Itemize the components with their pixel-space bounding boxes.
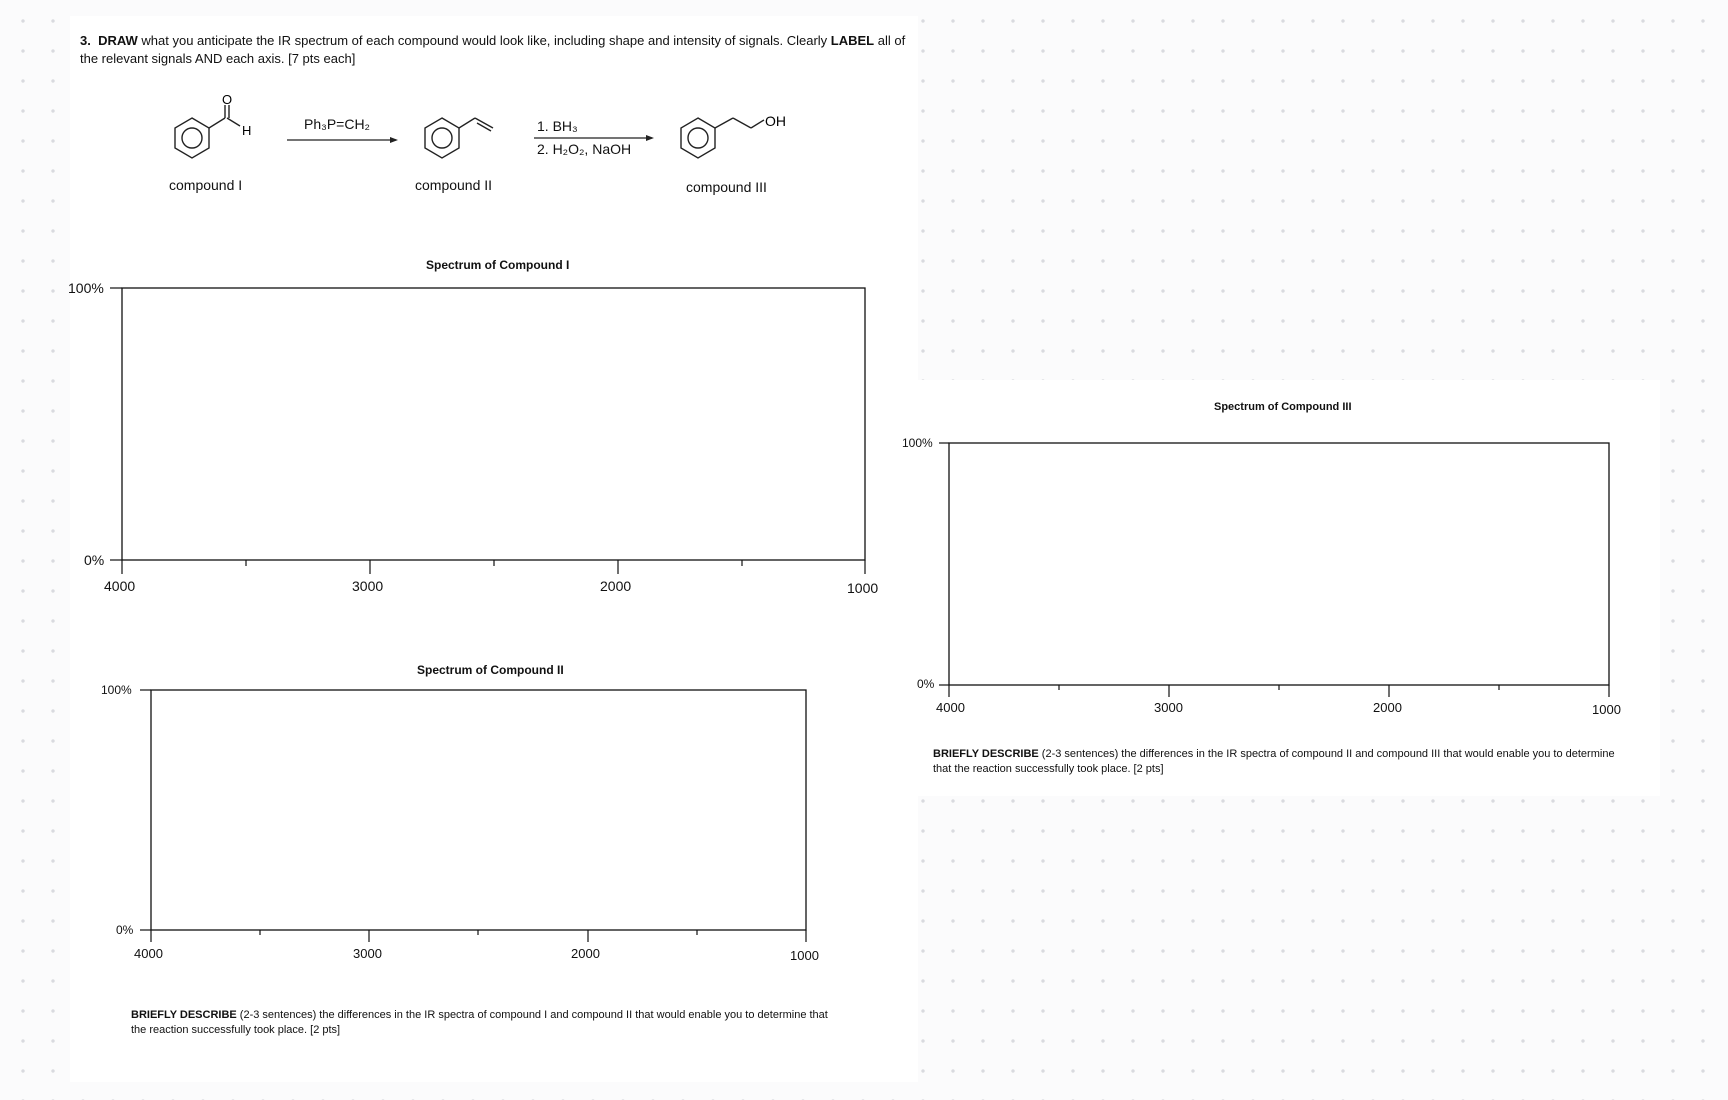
spectrum-1-x-tick-3000: 3000 bbox=[352, 578, 384, 594]
spectrum-1-y-bottom: 0% bbox=[84, 552, 105, 568]
reaction-arrow-2-head bbox=[646, 135, 654, 141]
spectrum-1-x-tick-4000: 4000 bbox=[104, 578, 136, 594]
spectrum-2-x-tick-1000: 1000 bbox=[790, 948, 819, 963]
spectrum-2-x-tick-4000: 4000 bbox=[134, 946, 163, 961]
describe-question-1-2 bbox=[131, 1008, 831, 1038]
spectrum-3-title: Spectrum of Compound III bbox=[1214, 401, 1352, 413]
spectrum-3-plot-area[interactable] bbox=[935, 437, 1635, 697]
describe-question-2-3 bbox=[933, 747, 1633, 777]
spectrum-2-plot-area[interactable] bbox=[130, 684, 830, 964]
spectrum-1-title: Spectrum of Compound I bbox=[426, 258, 570, 272]
spectrum-3-y-bottom: 0% bbox=[917, 677, 935, 691]
reaction-arrow-1-head bbox=[390, 137, 398, 143]
spectrum-2-x-tick-3000: 3000 bbox=[353, 946, 382, 961]
compound-3-label: compound III bbox=[686, 179, 767, 195]
reagent-wittig: Ph₃P=CH₂ bbox=[304, 116, 370, 132]
compound-3-structure bbox=[681, 118, 764, 158]
compound-2-structure bbox=[425, 118, 493, 158]
question-body-a: what you anticipate the IR spectrum of each compound would look like, including shape and intensity of signals. Clearly bbox=[137, 33, 831, 48]
spectrum-3-x-tick-3000: 3000 bbox=[1154, 700, 1183, 715]
spectrum-3-y-top: 100% bbox=[902, 436, 933, 450]
question-number: 3. bbox=[80, 33, 91, 48]
label-keyword: LABEL bbox=[830, 33, 875, 48]
question-text bbox=[80, 32, 920, 68]
describe-1-lead: BRIEFLY DESCRIBE bbox=[131, 1009, 237, 1021]
spectrum-1-x-tick-1000: 1000 bbox=[847, 580, 879, 596]
compound-2-label: compound II bbox=[415, 177, 493, 193]
compound-1-label: compound I bbox=[169, 177, 243, 193]
describe-2-text: (2-3 sentences) the differences in the IR spectra of compound II and compound III that would enable you to determine that the reaction successfully took place. [2 pts] bbox=[933, 748, 1615, 775]
spectrum-3-x-tick-4000: 4000 bbox=[936, 700, 965, 715]
spectrum-2-y-bottom: 0% bbox=[116, 923, 134, 937]
spectrum-2-y-top: 100% bbox=[101, 683, 132, 697]
spectrum-2-x-tick-2000: 2000 bbox=[571, 946, 600, 961]
reagent-step-2: 2. H₂O₂, NaOH bbox=[537, 141, 632, 157]
spectrum-1-plot-area[interactable] bbox=[100, 282, 880, 582]
spectrum-1-x-tick-2000: 2000 bbox=[600, 578, 632, 594]
spectrum-3-x-tick-1000: 1000 bbox=[1592, 702, 1621, 717]
compound-1-structure bbox=[175, 105, 240, 158]
reagent-step-1: 1. BH₃ bbox=[537, 118, 578, 134]
describe-1-text: (2-3 sentences) the differences in the IR spectra of compound I and compound II that would enable you to determine that the reaction successfully took place. [2 pts] bbox=[131, 1009, 828, 1036]
spectrum-1-y-top: 100% bbox=[68, 280, 104, 296]
question-body-b: all of the relevant signals AND each axis. [7 pts each] bbox=[80, 33, 906, 66]
describe-2-lead: BRIEFLY DESCRIBE bbox=[933, 748, 1039, 760]
spectrum-2-title: Spectrum of Compound II bbox=[417, 663, 564, 677]
spectrum-3-x-tick-2000: 2000 bbox=[1373, 700, 1402, 715]
group-oh-label: OH bbox=[765, 113, 786, 129]
atom-o-label: O bbox=[222, 92, 233, 107]
draw-keyword: DRAW bbox=[98, 33, 138, 48]
atom-h-label: H bbox=[242, 123, 252, 138]
